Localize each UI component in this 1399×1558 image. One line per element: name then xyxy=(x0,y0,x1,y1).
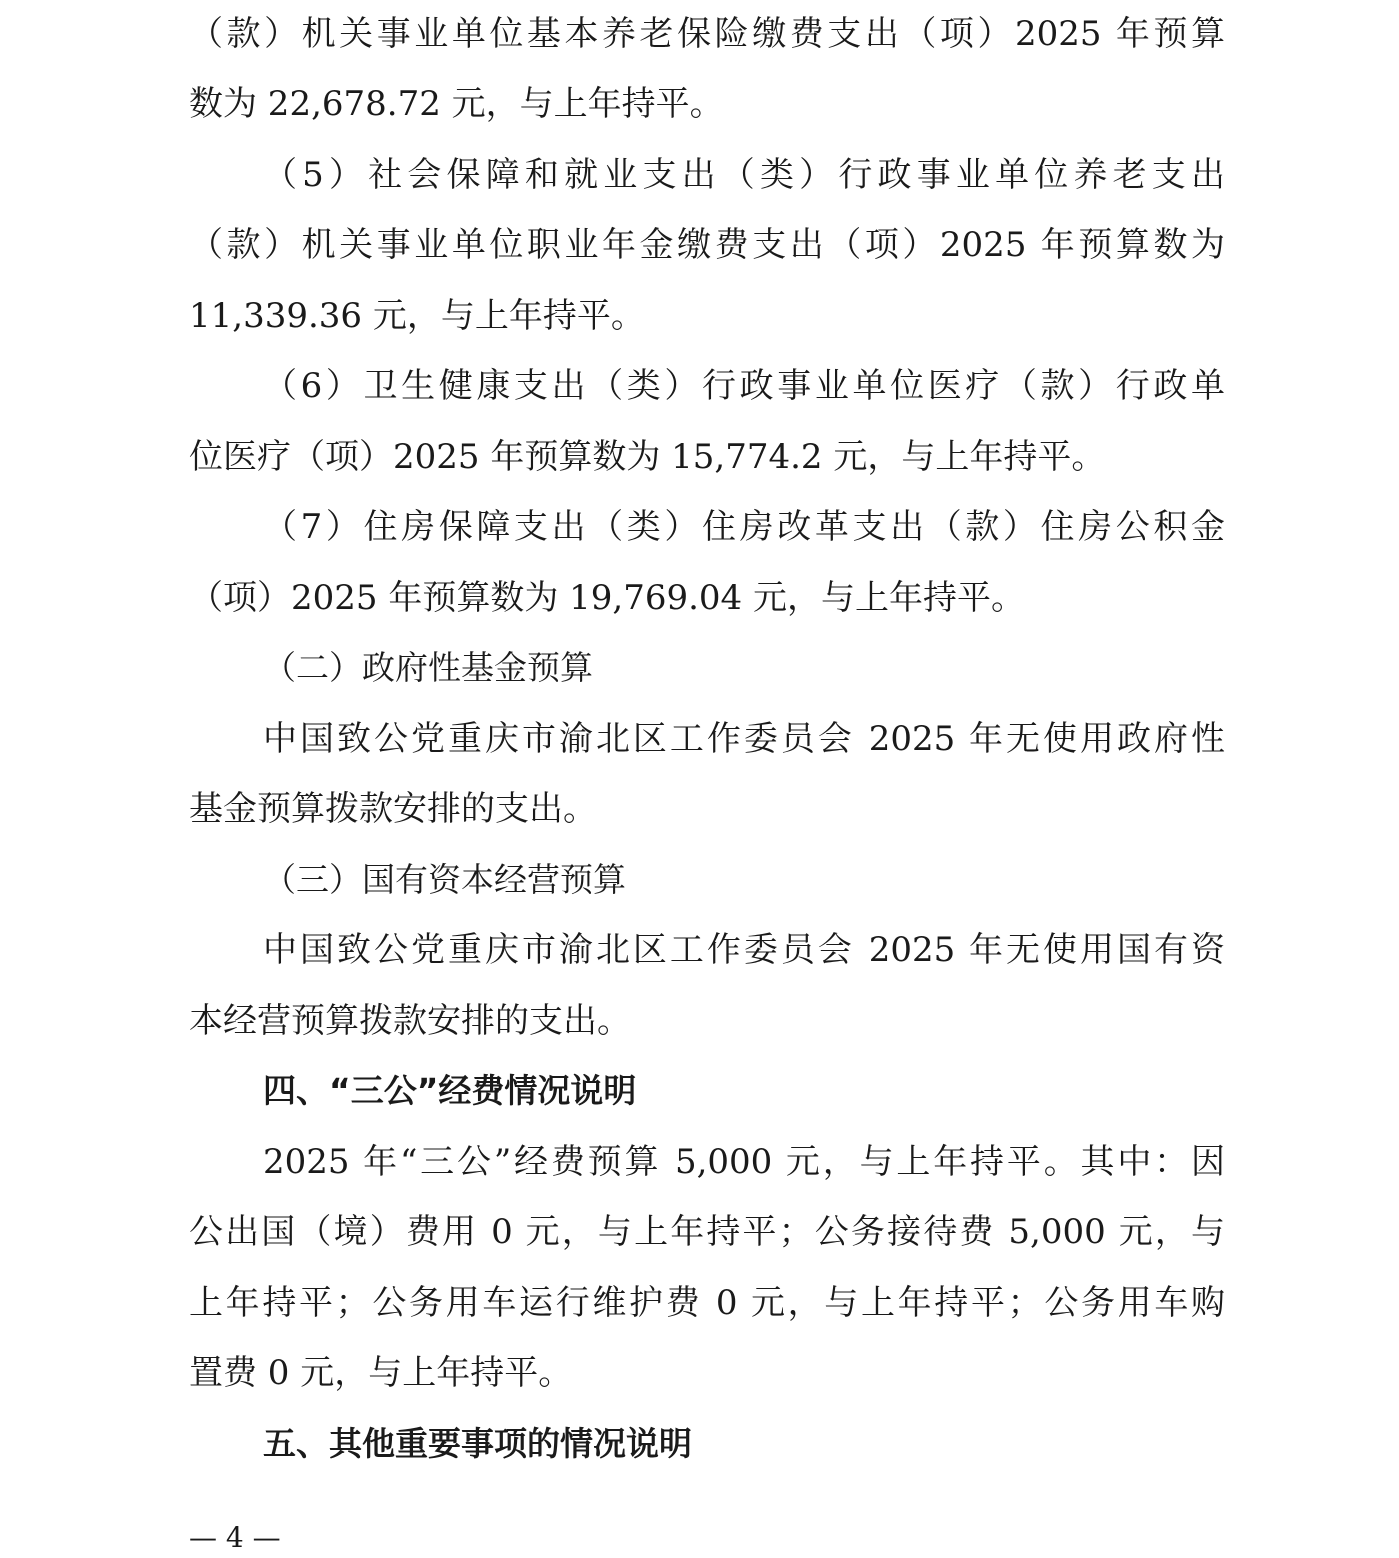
subsection-heading: （三）国有资本经营预算 xyxy=(263,860,626,899)
body-line: 位医疗（项）2025 年预算数为 15,774.2 元，与上年持平。 xyxy=(189,437,1106,477)
body-line: 置费 0 元，与上年持平。 xyxy=(189,1353,573,1393)
body-line: 2025 年“三公”经费预算 5,000 元，与上年持平。其中：因 xyxy=(263,1142,1225,1182)
page-number: — 4 — xyxy=(189,1521,281,1554)
body-line: 本经营预算拨款安排的支出。 xyxy=(189,1001,631,1041)
body-line: （款）机关事业单位基本养老保险缴费支出（项）2025 年预算 xyxy=(189,14,1225,54)
body-line: 公出国（境）费用 0 元，与上年持平；公务接待费 5,000 元，与 xyxy=(189,1212,1225,1252)
body-line: （5）社会保障和就业支出（类）行政事业单位养老支出 xyxy=(263,155,1225,195)
body-line: 中国致公党重庆市渝北区工作委员会 2025 年无使用政府性 xyxy=(263,719,1225,759)
body-line: 数为 22,678.72 元，与上年持平。 xyxy=(189,84,724,124)
body-line: （款）机关事业单位职业年金缴费支出（项）2025 年预算数为 xyxy=(189,225,1225,265)
subsection-heading: （二）政府性基金预算 xyxy=(263,648,593,687)
body-line: 11,339.36 元，与上年持平。 xyxy=(189,296,645,336)
body-line: （项）2025 年预算数为 19,769.04 元，与上年持平。 xyxy=(189,578,1025,618)
body-line: 中国致公党重庆市渝北区工作委员会 2025 年无使用国有资 xyxy=(263,930,1225,970)
body-line: 上年持平；公务用车运行维护费 0 元，与上年持平；公务用车购 xyxy=(189,1283,1225,1323)
section-heading: 五、其他重要事项的情况说明 xyxy=(263,1424,692,1463)
section-heading: 四、“三公”经费情况说明 xyxy=(263,1071,637,1110)
body-line: （7）住房保障支出（类）住房改革支出（款）住房公积金 xyxy=(263,507,1225,547)
body-line: 基金预算拨款安排的支出。 xyxy=(189,789,597,829)
body-line: （6）卫生健康支出（类）行政事业单位医疗（款）行政单 xyxy=(263,366,1225,406)
